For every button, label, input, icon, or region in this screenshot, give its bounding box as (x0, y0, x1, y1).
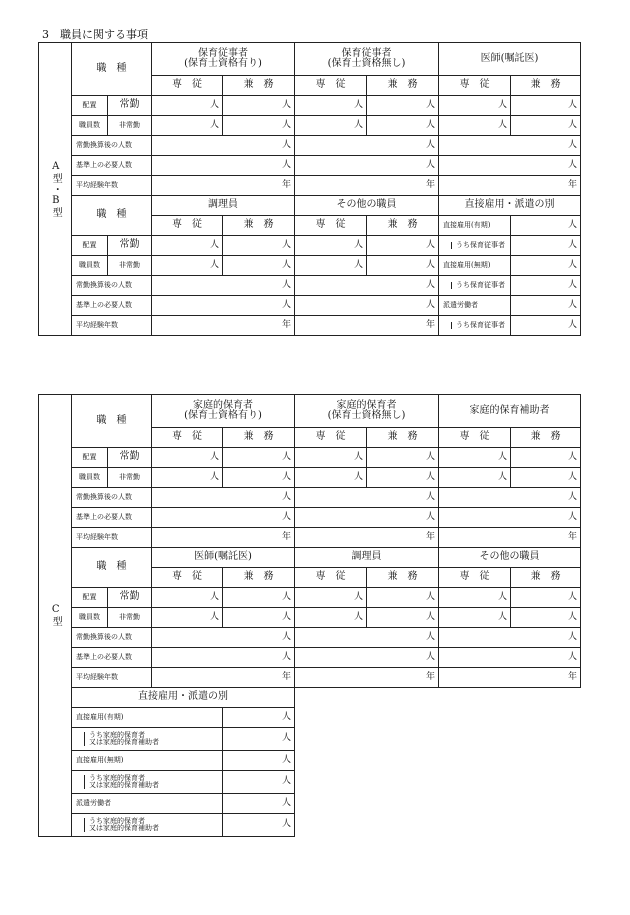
kijun-label: 基準上の必要人数 (72, 156, 152, 176)
shokushu-label: 職 種 (72, 548, 152, 588)
cell-unit[interactable]: 人 (152, 256, 223, 276)
cell-unit[interactable]: 人 (439, 468, 511, 488)
cell-unit[interactable]: 人 (439, 508, 581, 528)
jokin-label: 常勤 (108, 448, 152, 468)
cell-unit[interactable]: 人 (152, 488, 295, 508)
cell-unit[interactable]: 人 (152, 448, 223, 468)
cell-unit[interactable]: 人 (511, 276, 581, 296)
cell-unit[interactable]: 人 (511, 216, 581, 236)
kenmu-label: 兼 務 (367, 568, 439, 588)
cell-unit[interactable]: 人 (439, 116, 511, 136)
cell-unit[interactable]: 人 (152, 648, 295, 668)
cell-unit[interactable]: 人 (295, 488, 439, 508)
cell-unit[interactable]: 人 (295, 448, 367, 468)
staff-table-ab (38, 42, 581, 336)
cell-unit[interactable]: 人 (295, 236, 367, 256)
kanzan-label: 常勤換算後の人数 (72, 136, 152, 156)
cell-unit[interactable]: 人 (152, 236, 223, 256)
shokushu-label: 職 種 (72, 196, 152, 236)
cell-unit[interactable]: 人 (439, 156, 581, 176)
emp-direct-indef: 直接雇用(無期) (439, 256, 511, 276)
senju-label: 専 従 (439, 428, 511, 448)
kenmu-label: 兼 務 (511, 76, 581, 96)
kenmu-label: 兼 務 (223, 568, 295, 588)
heikin-label: 平均経験年数 (72, 528, 152, 548)
cell-unit[interactable]: 人 (152, 136, 295, 156)
cell-unit[interactable]: 人 (295, 296, 439, 316)
cell-unit[interactable]: 人 (439, 448, 511, 468)
cell-unit[interactable]: 人 (152, 588, 223, 608)
kanzan-label: 常勤換算後の人数 (72, 276, 152, 296)
cell-unit[interactable]: 人 (152, 156, 295, 176)
cell-unit[interactable]: 人 (367, 588, 439, 608)
cell-year[interactable]: 年 (152, 668, 295, 688)
cell-unit[interactable]: 人 (511, 588, 581, 608)
cell-unit[interactable]: 人 (295, 96, 367, 116)
cell-year[interactable]: 年 (152, 528, 295, 548)
head-cook: 調理員 (295, 548, 439, 568)
cell-unit[interactable]: 人 (511, 96, 581, 116)
cell-unit[interactable]: 人 (367, 608, 439, 628)
emp-sub: うち家庭的保育者 又は家庭的保育補助者 (72, 728, 223, 751)
senju-label: 専 従 (295, 216, 367, 236)
senju-label: 専 従 (295, 568, 367, 588)
cell-unit[interactable]: 人 (295, 276, 439, 296)
cell-unit[interactable]: 人 (152, 468, 223, 488)
cell-unit[interactable]: 人 (295, 648, 439, 668)
cell-unit[interactable]: 人 (511, 116, 581, 136)
emp-sub: うち家庭的保育者 又は家庭的保育補助者 (72, 771, 223, 794)
emp-sub: うち保育従事者 (439, 316, 511, 336)
kenmu-label: 兼 務 (367, 216, 439, 236)
cell-unit[interactable]: 人 (367, 236, 439, 256)
cell-unit[interactable]: 人 (439, 96, 511, 116)
cell-unit[interactable]: 人 (295, 256, 367, 276)
cell-unit[interactable]: 人 (439, 136, 581, 156)
shokuinsu-label: 職員数 (72, 116, 108, 136)
kijun-label: 基準上の必要人数 (72, 648, 152, 668)
cell-unit[interactable]: 人 (152, 116, 223, 136)
cell-unit[interactable]: 人 (295, 588, 367, 608)
haichi-label: 配置 (72, 236, 108, 256)
cell-unit[interactable]: 人 (223, 814, 295, 837)
haichi-label: 配置 (72, 588, 108, 608)
cell-unit[interactable]: 人 (223, 608, 295, 628)
hijokin-label: 非常勤 (108, 468, 152, 488)
senju-label: 専 従 (295, 428, 367, 448)
emp-direct-fixed: 直接雇用(有期) (72, 708, 223, 728)
head-other: その他の職員 (295, 196, 439, 216)
cell-unit[interactable]: 人 (152, 508, 295, 528)
head-katei-helper: 家庭的保育補助者 (439, 395, 581, 428)
emp-sub: うち家庭的保育者 又は家庭的保育補助者 (72, 814, 223, 837)
emp-dispatch: 派遣労働者 (439, 296, 511, 316)
heikin-label: 平均経験年数 (72, 668, 152, 688)
emp-dispatch: 派遣労働者 (72, 794, 223, 814)
head-doctor: 医師(嘱託医) (152, 548, 295, 568)
cell-unit[interactable]: 人 (152, 276, 295, 296)
cell-year[interactable]: 年 (152, 316, 295, 336)
cell-year[interactable]: 年 (295, 668, 439, 688)
head-katei-no: 家庭的保育者 (保育士資格無し) (295, 395, 439, 428)
type-label-c: C型 (39, 395, 72, 837)
cell-unit[interactable]: 人 (223, 116, 295, 136)
type-label-ab: A型・B型 (39, 43, 72, 336)
cell-unit[interactable]: 人 (223, 236, 295, 256)
cell-unit[interactable]: 人 (152, 96, 223, 116)
emp-sub: うち保育従事者 (439, 276, 511, 296)
senju-label: 専 従 (439, 568, 511, 588)
cell-unit[interactable]: 人 (367, 256, 439, 276)
cell-year[interactable]: 年 (295, 176, 439, 196)
head-employment: 直接雇用・派遣の別 (439, 196, 581, 216)
cell-unit[interactable]: 人 (439, 588, 511, 608)
cell-year[interactable]: 年 (295, 316, 439, 336)
jokin-label: 常勤 (108, 96, 152, 116)
hijokin-label: 非常勤 (108, 256, 152, 276)
jokin-label: 常勤 (108, 236, 152, 256)
kijun-label: 基準上の必要人数 (72, 508, 152, 528)
cell-unit[interactable]: 人 (367, 96, 439, 116)
shokushu-label: 職 種 (72, 395, 152, 448)
kenmu-label: 兼 務 (511, 568, 581, 588)
cell-unit[interactable]: 人 (152, 628, 295, 648)
kanzan-label: 常勤換算後の人数 (72, 488, 152, 508)
cell-unit[interactable]: 人 (223, 728, 295, 751)
cell-unit[interactable]: 人 (511, 448, 581, 468)
kanzan-label: 常勤換算後の人数 (72, 628, 152, 648)
cell-unit[interactable]: 人 (152, 608, 223, 628)
emp-direct-fixed: 直接雇用(有期) (439, 216, 511, 236)
senju-label: 専 従 (152, 76, 223, 96)
senju-label: 専 従 (152, 216, 223, 236)
cell-unit[interactable]: 人 (295, 136, 439, 156)
hijokin-label: 非常勤 (108, 608, 152, 628)
shokuinsu-label: 職員数 (72, 608, 108, 628)
kenmu-label: 兼 務 (367, 428, 439, 448)
cell-unit[interactable]: 人 (223, 96, 295, 116)
cell-unit[interactable]: 人 (511, 236, 581, 256)
cell-unit[interactable]: 人 (223, 588, 295, 608)
jokin-label: 常勤 (108, 588, 152, 608)
cell-unit[interactable]: 人 (511, 468, 581, 488)
cell-year[interactable]: 年 (439, 668, 581, 688)
emp-sub: うち保育従事者 (439, 236, 511, 256)
head-other: その他の職員 (439, 548, 581, 568)
cell-unit[interactable]: 人 (511, 296, 581, 316)
head-doctor: 医師(嘱託医) (439, 43, 581, 76)
cell-unit[interactable]: 人 (223, 448, 295, 468)
senju-label: 専 従 (152, 428, 223, 448)
haichi-label: 配置 (72, 448, 108, 468)
staff-table-c (38, 394, 581, 837)
cell-unit[interactable]: 人 (223, 256, 295, 276)
kenmu-label: 兼 務 (367, 76, 439, 96)
cell-unit[interactable]: 人 (152, 296, 295, 316)
kenmu-label: 兼 務 (223, 216, 295, 236)
senju-label: 専 従 (295, 76, 367, 96)
kenmu-label: 兼 務 (223, 428, 295, 448)
emp-direct-indef: 直接雇用(無期) (72, 751, 223, 771)
cell-unit[interactable]: 人 (295, 468, 367, 488)
kijun-label: 基準上の必要人数 (72, 296, 152, 316)
cell-unit[interactable]: 人 (367, 468, 439, 488)
cell-unit[interactable]: 人 (223, 751, 295, 771)
cell-year[interactable]: 年 (439, 528, 581, 548)
head-katei-yes: 家庭的保育者 (保育士資格有り) (152, 395, 295, 428)
kenmu-label: 兼 務 (511, 428, 581, 448)
cell-year[interactable]: 年 (439, 176, 581, 196)
shokushu-label: 職 種 (72, 43, 152, 96)
cell-unit[interactable]: 人 (295, 156, 439, 176)
kenmu-label: 兼 務 (223, 76, 295, 96)
cell-year[interactable]: 年 (152, 176, 295, 196)
shokuinsu-label: 職員数 (72, 256, 108, 276)
cell-unit[interactable]: 人 (295, 608, 367, 628)
heikin-label: 平均経験年数 (72, 176, 152, 196)
heikin-label: 平均経験年数 (72, 316, 152, 336)
senju-label: 専 従 (439, 76, 511, 96)
cell-year[interactable]: 年 (295, 528, 439, 548)
cell-unit[interactable]: 人 (295, 628, 439, 648)
emp-title: 直接雇用・派遣の別 (72, 688, 295, 708)
cell-unit[interactable]: 人 (367, 116, 439, 136)
head-cook: 調理員 (152, 196, 295, 216)
cell-unit[interactable]: 人 (439, 608, 511, 628)
head-hoiku-no: 保育従事者 (保育士資格無し) (295, 43, 439, 76)
cell-unit[interactable]: 人 (223, 708, 295, 728)
cell-unit[interactable]: 人 (223, 771, 295, 794)
cell-unit[interactable]: 人 (223, 468, 295, 488)
cell-unit[interactable]: 人 (439, 628, 581, 648)
cell-unit[interactable]: 人 (511, 608, 581, 628)
cell-unit[interactable]: 人 (295, 116, 367, 136)
cell-unit[interactable]: 人 (367, 448, 439, 468)
cell-unit[interactable]: 人 (295, 508, 439, 528)
cell-unit[interactable]: 人 (223, 794, 295, 814)
cell-unit[interactable]: 人 (439, 648, 581, 668)
cell-unit[interactable]: 人 (439, 488, 581, 508)
section-title: 3 職員に関する事項 (42, 28, 148, 41)
head-hoiku-yes: 保育従事者 (保育士資格有り) (152, 43, 295, 76)
hijokin-label: 非常勤 (108, 116, 152, 136)
haichi-label: 配置 (72, 96, 108, 116)
senju-label: 専 従 (152, 568, 223, 588)
cell-unit[interactable]: 人 (511, 316, 581, 336)
shokuinsu-label: 職員数 (72, 468, 108, 488)
cell-unit[interactable]: 人 (511, 256, 581, 276)
